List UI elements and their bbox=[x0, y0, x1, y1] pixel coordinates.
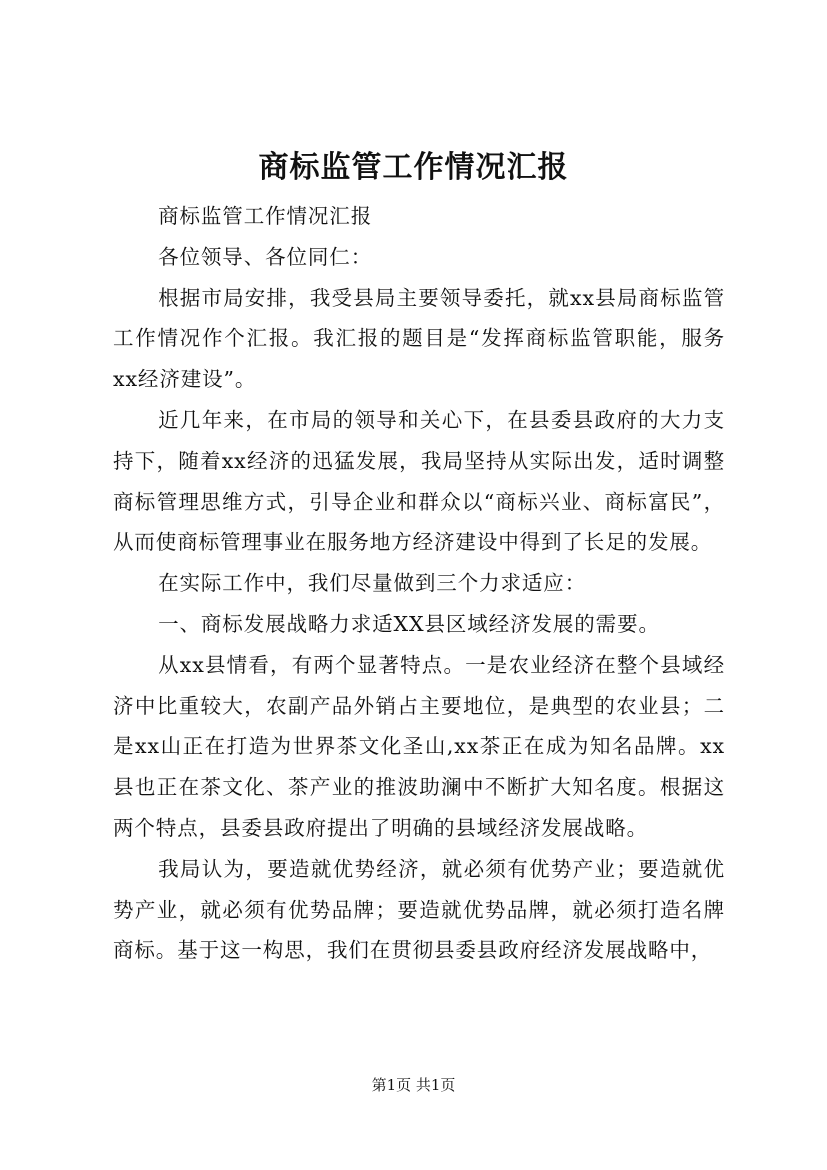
paragraph-background: 近几年来，在市局的领导和关心下，在县委县政府的大力支持下，随着xx经济的迅猛发展，我局坚持从实际出发，适时调整商标管理思维方式，引导企业和群众以“商标兴业、商标富民”，从而使商标管理事业在服务地方经济建设中得到了长足的发展。 bbox=[113, 407, 725, 555]
paragraph-section-one: 一、商标发展战略力求适XX县区域经济发展的需要。 bbox=[158, 611, 660, 636]
paragraph-subtitle: 商标监管工作情况汇报 bbox=[158, 204, 373, 228]
paragraph-county-situation: 从xx县情看，有两个显著特点。一是农业经济在整个县域经济中比重较大，农副产品外销占主要地位，是典型的农业县；二是xx山正在打造为世界茶文化圣山,xx茶正在成为知名品牌。xx县也正在茶文化、茶产业的推波助澜中不断扩大知名度。根据这两个特点，县委县政府提出了明确的县域经济发展战略。 bbox=[113, 652, 725, 840]
document-title: 商标监管工作情况汇报 bbox=[258, 150, 569, 185]
paragraph-greeting: 各位领导、各位同仁： bbox=[158, 244, 373, 269]
page-footer: 第1页 共1页 bbox=[371, 1076, 456, 1094]
document-body bbox=[113, 196, 725, 971]
paragraph-intro: 根据市局安排，我受县局主要领导委托，就xx县局商标监管工作情况作个汇报。我汇报的题目是“发挥商标监管职能，服务xx经济建设”。 bbox=[113, 285, 725, 392]
paragraph-three-points: 在实际工作中，我们尽量做到三个力求适应： bbox=[158, 571, 587, 596]
paragraph-bureau-view: 我局认为，要造就优势经济，就必须有优势产业；要造就优势产业，就必须有优势品牌；要造就优势品牌，就必须打造名牌商标。基于这一构思，我们在贯彻县委县政府经济发展战略中， bbox=[113, 856, 725, 963]
